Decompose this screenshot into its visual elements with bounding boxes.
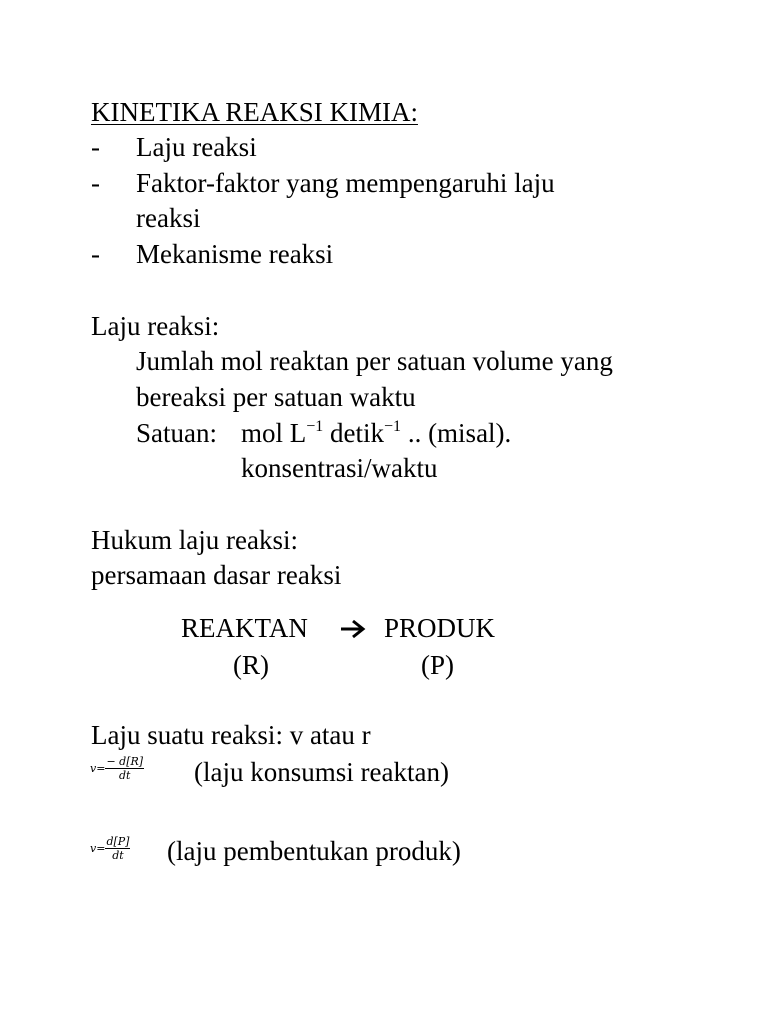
fraction bbox=[105, 835, 130, 862]
unit-mol: mol L bbox=[241, 418, 307, 448]
fraction bbox=[105, 755, 144, 782]
bullet-marker: - bbox=[91, 168, 100, 198]
unit-value bbox=[241, 417, 511, 449]
unit-exponent: −1 bbox=[306, 418, 324, 435]
unit-tail: .. (misal). bbox=[401, 418, 512, 448]
bullet-marker: - bbox=[91, 132, 100, 162]
equation-product: PRODUK bbox=[384, 613, 496, 643]
reactant-symbol: (R) bbox=[233, 650, 269, 680]
rate-description-formation: (laju pembentukan produk) bbox=[167, 836, 461, 866]
unit-exponent: −1 bbox=[384, 418, 402, 435]
page-title: KINETIKA REAKSI KIMIA: bbox=[91, 97, 418, 127]
rate-formula-product bbox=[90, 835, 130, 862]
fraction-denominator: dt bbox=[119, 769, 131, 782]
equation-reactant: REAKTAN bbox=[181, 613, 308, 643]
rate-heading: Laju suatu reaksi: v atau r bbox=[91, 720, 371, 750]
bullet-item-laju-reaksi: Laju reaksi bbox=[136, 132, 257, 162]
laju-definition: Jumlah mol reaktan per satuan volume yang bbox=[136, 346, 613, 376]
section-subheading-persamaan: persamaan dasar reaksi bbox=[91, 560, 342, 590]
bullet-item-faktor-cont: reaksi bbox=[136, 203, 201, 233]
section-heading-laju: Laju reaksi: bbox=[91, 311, 220, 341]
section-heading-hukum: Hukum laju reaksi: bbox=[91, 525, 298, 555]
formula-lhs: v= bbox=[90, 762, 106, 775]
formula-lhs: v= bbox=[90, 842, 106, 855]
rate-description-consumption: (laju konsumsi reaktan) bbox=[194, 757, 449, 787]
rate-formula-reactant bbox=[90, 755, 144, 782]
right-arrow-icon bbox=[338, 618, 368, 640]
fraction-numerator: d[P] bbox=[106, 835, 130, 848]
bullet-item-mekanisme: Mekanisme reaksi bbox=[136, 239, 334, 269]
laju-definition-cont: bereaksi per satuan waktu bbox=[136, 382, 416, 412]
unit-label: Satuan: bbox=[136, 418, 217, 448]
unit-alternative: konsentrasi/waktu bbox=[241, 453, 438, 483]
fraction-numerator: − d[R] bbox=[106, 755, 144, 768]
product-symbol: (P) bbox=[421, 650, 454, 680]
bullet-item-faktor: Faktor-faktor yang mempengaruhi laju bbox=[136, 168, 555, 198]
bullet-marker: - bbox=[91, 239, 100, 269]
fraction-denominator: dt bbox=[112, 849, 124, 862]
unit-detik: detik bbox=[323, 418, 385, 448]
